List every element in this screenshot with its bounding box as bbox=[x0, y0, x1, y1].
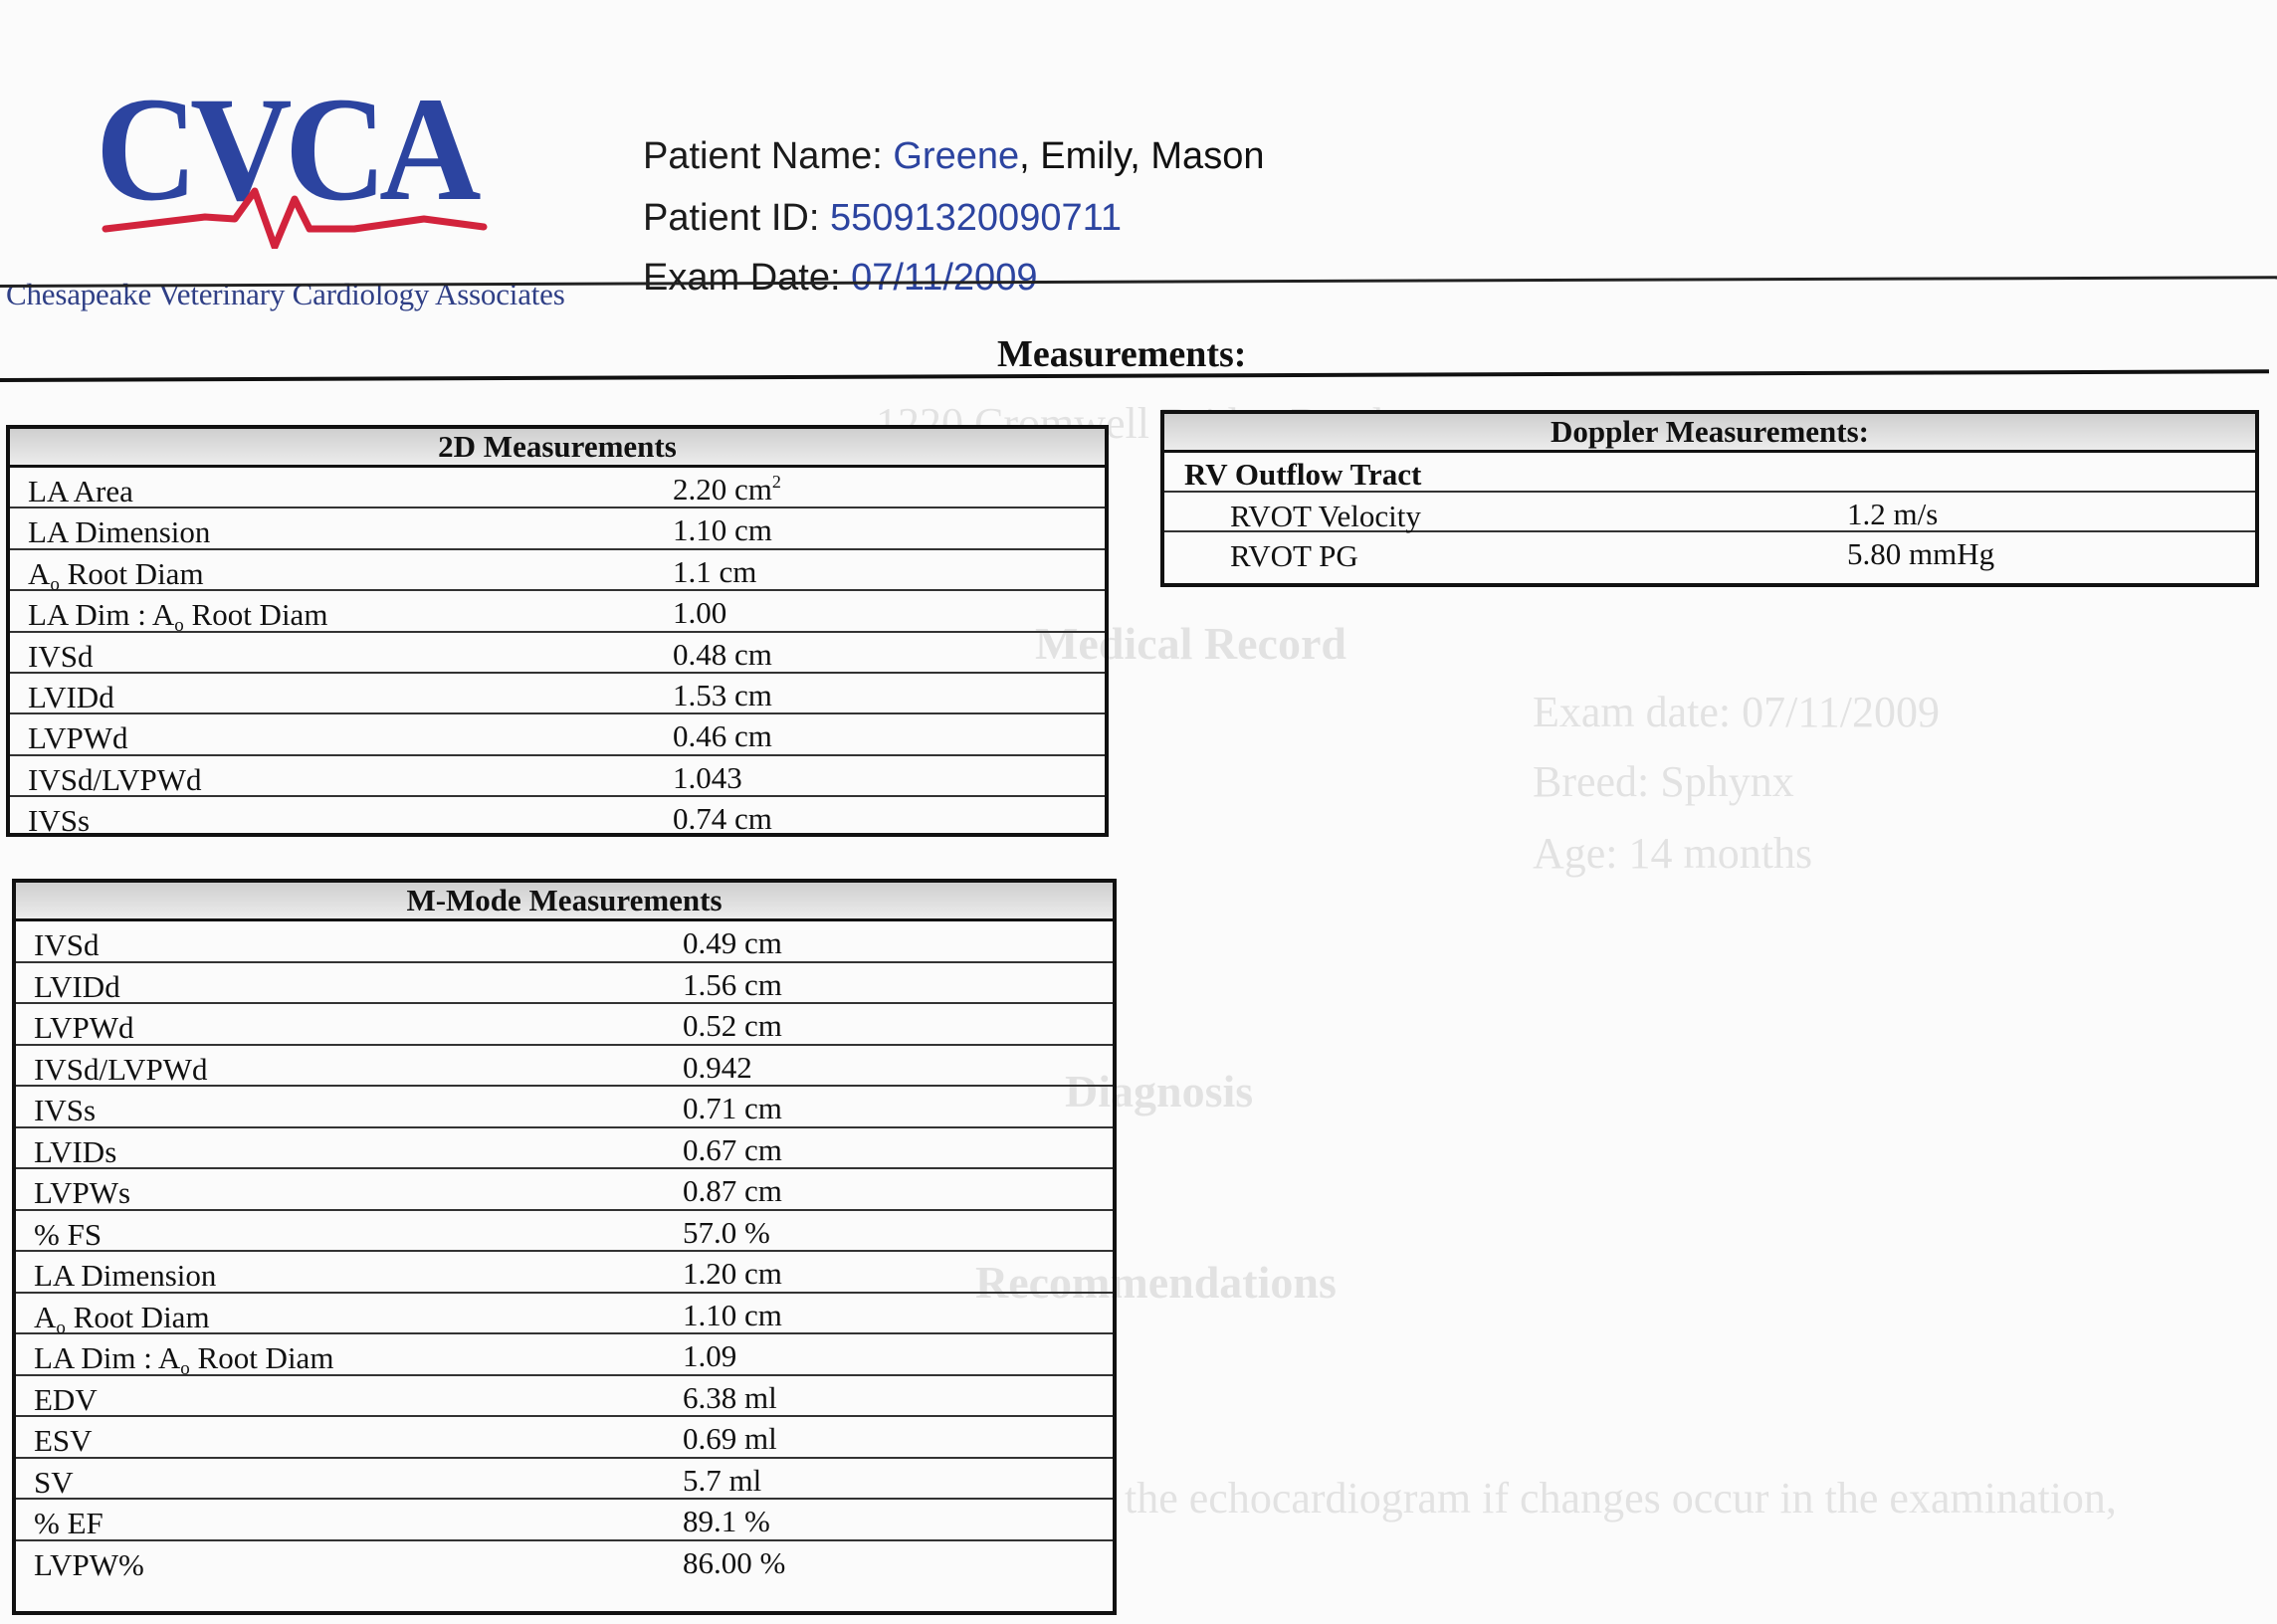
row-value-text: 1.10 cm bbox=[683, 1297, 782, 1332]
table-row bbox=[16, 921, 1113, 963]
doppler-title: Doppler Measurements: bbox=[1164, 414, 2255, 453]
row-label: SV bbox=[34, 1464, 74, 1500]
row-value bbox=[683, 1504, 770, 1539]
row-value bbox=[683, 967, 782, 1003]
row-value-text: 0.69 ml bbox=[683, 1421, 777, 1456]
row-value-text: 0.49 cm bbox=[683, 925, 782, 960]
row-label: % FS bbox=[34, 1216, 103, 1252]
row-value bbox=[683, 1132, 782, 1168]
row-value bbox=[673, 554, 756, 590]
row-label: ESV bbox=[34, 1423, 93, 1458]
row-value bbox=[673, 760, 742, 796]
table-row bbox=[16, 1004, 1113, 1046]
row-label-part: A bbox=[34, 1299, 57, 1334]
row-value-text: 1.1 cm bbox=[673, 553, 757, 589]
row-value bbox=[683, 1091, 782, 1126]
row-value-text: 1.56 cm bbox=[683, 966, 782, 1002]
table-row bbox=[16, 1334, 1113, 1379]
row-value-text: 1.00 bbox=[673, 595, 727, 631]
row-label-part: Root Diam bbox=[183, 597, 328, 633]
row-value-text: 57.0 % bbox=[683, 1214, 770, 1250]
table-row bbox=[1164, 493, 2255, 532]
row-label-part: A bbox=[28, 555, 51, 591]
row-value-text: 0.71 cm bbox=[683, 1091, 782, 1125]
row-value bbox=[683, 1173, 782, 1209]
row-label: LVPWs bbox=[34, 1175, 131, 1210]
row-value bbox=[683, 925, 782, 961]
row-value bbox=[683, 1008, 782, 1044]
row-label: LA Dimension bbox=[34, 1258, 217, 1293]
row-value-text: 1.043 bbox=[673, 759, 742, 795]
row-label-part: LA Dim : A bbox=[28, 597, 175, 633]
table-row bbox=[10, 674, 1105, 714]
row-label: IVSd/LVPWd bbox=[34, 1051, 208, 1087]
row-value bbox=[683, 1215, 770, 1251]
table-row bbox=[16, 1541, 1113, 1583]
patient-name-label: Patient Name: bbox=[643, 135, 883, 177]
table-row bbox=[10, 550, 1105, 595]
doppler-section-row bbox=[1164, 453, 2255, 493]
row-label: IVSs bbox=[34, 1093, 97, 1127]
row-label: IVSd/LVPWd bbox=[28, 761, 202, 797]
row-label: % EF bbox=[34, 1506, 104, 1540]
exam-date-value: 07/11/2009 bbox=[851, 257, 1038, 299]
two-d-title: 2D Measurements bbox=[10, 429, 1105, 468]
row-value bbox=[673, 718, 772, 754]
table-row bbox=[16, 1459, 1113, 1501]
logo-subtitle: Chesapeake Veterinary Cardiology Associates bbox=[6, 277, 565, 311]
row-label-subscript: o bbox=[180, 1358, 190, 1379]
table-row bbox=[16, 1128, 1113, 1170]
cvca-logo-graphic bbox=[96, 80, 514, 249]
row-value-text: 89.1 % bbox=[683, 1504, 770, 1538]
row-value bbox=[683, 1545, 785, 1581]
two-d-rows bbox=[10, 468, 1105, 839]
exam-date-row bbox=[643, 257, 1037, 300]
row-value-text: 0.46 cm bbox=[673, 718, 772, 754]
rv-outflow-tract-heading: RV Outflow Tract bbox=[1184, 457, 1422, 492]
cvca-logo bbox=[96, 80, 514, 249]
row-label: RVOT PG bbox=[1230, 538, 1358, 573]
row-label-part: Root Diam bbox=[65, 1299, 210, 1334]
row-label-part: LA Dim : A bbox=[34, 1340, 181, 1375]
row-value bbox=[673, 595, 726, 631]
row-label: LVIDd bbox=[28, 679, 114, 714]
table-row bbox=[10, 468, 1105, 508]
patient-id-row bbox=[643, 197, 1122, 240]
row-value bbox=[673, 678, 772, 713]
row-value bbox=[673, 801, 772, 837]
table-row bbox=[16, 1500, 1113, 1541]
table-row bbox=[10, 633, 1105, 674]
row-label: IVSd bbox=[34, 927, 100, 962]
table-row bbox=[16, 1087, 1113, 1128]
row-value bbox=[683, 1380, 777, 1416]
table-row bbox=[16, 1252, 1113, 1294]
row-label: LVIDs bbox=[34, 1133, 117, 1169]
unit-superscript: 2 bbox=[771, 472, 781, 492]
row-value bbox=[683, 1338, 736, 1374]
row-label: IVSs bbox=[28, 803, 91, 839]
row-label bbox=[34, 1300, 210, 1339]
svg-text:CVCA: CVCA bbox=[96, 80, 482, 232]
measurements-title: Measurements: bbox=[997, 333, 1247, 375]
row-label-subscript: o bbox=[56, 1317, 66, 1338]
table-row bbox=[10, 714, 1105, 755]
row-value: 5.80 mmHg bbox=[1847, 536, 1995, 571]
patient-first-names: , Emily, Mason bbox=[1019, 135, 1265, 177]
row-value-text: 1.20 cm bbox=[683, 1256, 782, 1291]
row-label-part: Root Diam bbox=[59, 555, 204, 591]
table-row bbox=[1164, 532, 2255, 572]
row-value-text: 0.942 bbox=[683, 1049, 752, 1085]
row-value-text: 1.09 bbox=[683, 1338, 737, 1373]
table-row bbox=[10, 797, 1105, 838]
row-label: LA Dimension bbox=[28, 514, 211, 550]
two-d-measurements-table bbox=[6, 425, 1109, 837]
row-value bbox=[683, 1421, 777, 1457]
row-label bbox=[28, 556, 204, 596]
table-row bbox=[16, 1294, 1113, 1338]
row-value-text: 6.38 ml bbox=[683, 1379, 777, 1415]
row-label-subscript: o bbox=[174, 615, 184, 637]
row-label bbox=[34, 1340, 333, 1380]
row-value-text: 0.74 cm bbox=[673, 801, 772, 837]
row-value bbox=[673, 637, 772, 673]
row-label: LVPWd bbox=[28, 720, 128, 756]
patient-last-name: Greene bbox=[893, 135, 1020, 177]
row-value bbox=[683, 1463, 761, 1499]
row-value-text: 5.7 ml bbox=[683, 1462, 762, 1498]
exam-date-label: Exam Date: bbox=[643, 257, 841, 299]
row-label: LVIDd bbox=[34, 968, 120, 1004]
row-label: IVSd bbox=[28, 638, 94, 674]
patient-id-label: Patient ID: bbox=[643, 197, 820, 239]
patient-id-value: 55091320090711 bbox=[829, 197, 1123, 239]
m-mode-rows bbox=[16, 921, 1113, 1582]
row-value-text: 1.10 cm bbox=[673, 512, 772, 548]
row-label: LVPWd bbox=[34, 1010, 134, 1045]
row-label: LVPW% bbox=[34, 1546, 144, 1582]
table-row bbox=[16, 1376, 1113, 1418]
row-label: EDV bbox=[34, 1381, 98, 1417]
row-value-text: 86.00 % bbox=[683, 1544, 786, 1580]
table-row bbox=[16, 1046, 1113, 1088]
row-value bbox=[683, 1050, 752, 1086]
doppler-measurements-table bbox=[1160, 410, 2259, 587]
row-value: 1.2 m/s bbox=[1847, 497, 1939, 531]
row-value-text: 1.53 cm bbox=[673, 677, 772, 712]
row-label: LA Area bbox=[28, 474, 133, 508]
row-value-text: 2.20 cm bbox=[673, 472, 772, 507]
table-row bbox=[10, 591, 1105, 637]
row-value bbox=[683, 1256, 782, 1292]
row-value-text: 0.48 cm bbox=[673, 636, 772, 672]
row-value bbox=[673, 472, 781, 508]
table-row bbox=[16, 1417, 1113, 1459]
row-label bbox=[28, 597, 327, 637]
table-row bbox=[10, 508, 1105, 549]
patient-name-row bbox=[643, 135, 1264, 178]
table-row bbox=[16, 963, 1113, 1005]
m-mode-title: M-Mode Measurements bbox=[16, 883, 1113, 921]
row-label-part: Root Diam bbox=[189, 1340, 334, 1375]
row-value bbox=[673, 512, 772, 548]
row-value bbox=[683, 1298, 782, 1333]
table-row bbox=[10, 756, 1105, 797]
row-value-text: 0.52 cm bbox=[683, 1008, 782, 1043]
row-value-text: 0.67 cm bbox=[683, 1131, 782, 1167]
table-row bbox=[16, 1211, 1113, 1253]
row-label-subscript: o bbox=[50, 573, 60, 595]
table-row bbox=[16, 1169, 1113, 1211]
row-value-text: 0.87 cm bbox=[683, 1173, 782, 1208]
m-mode-measurements-table bbox=[12, 879, 1117, 1615]
row-label: RVOT Velocity bbox=[1230, 499, 1421, 533]
